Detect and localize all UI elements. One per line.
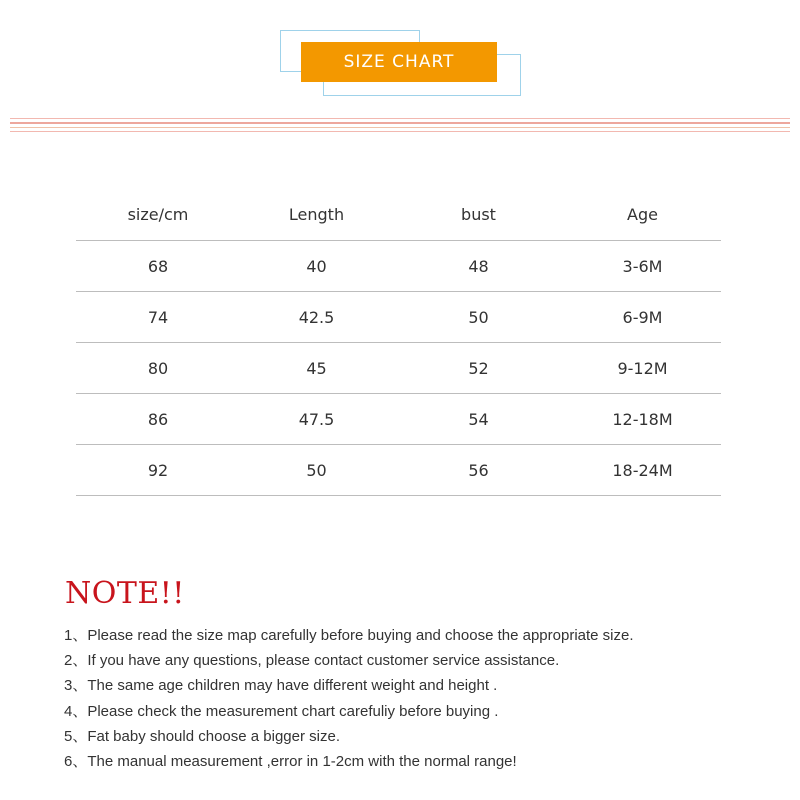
list-item: 6、The manual measurement ,error in 1-2cm with the normal range! [64,752,517,770]
decorative-stripes [10,118,790,134]
bust-cell: 48 [468,256,489,276]
stripe-line [10,118,790,119]
age-cell: 3-6M [622,256,663,276]
column-header-bust: bust [461,204,496,224]
size-chart-badge [0,0,800,110]
list-item: 5、Fat baby should choose a bigger size. [64,727,340,745]
size-cell: 68 [147,256,169,276]
size-cell: 86 [147,409,169,429]
age-cell: 12-18M [612,409,673,429]
list-item: 1、Please read the size map carefully before buying and choose the appropriate size. [64,627,634,644]
length-cell: 50 [306,460,327,480]
bust-cell: 50 [468,307,489,327]
table-row [76,394,721,445]
bust-cell: 54 [468,409,489,429]
bust-cell: 56 [468,460,489,480]
size-cell: 80 [147,358,169,378]
length-cell: 42.5 [298,307,335,327]
size-table [76,188,721,496]
column-header-age: Age [627,204,658,224]
size-cell: 92 [147,460,169,480]
list-item: 3、The same age children may have different weight and height . [64,677,498,695]
length-cell: 45 [306,358,327,378]
note-list [64,626,634,777]
age-cell: 18-24M [612,460,673,480]
stripe-line [10,127,790,128]
age-cell: 6-9M [622,307,663,327]
table-row [76,445,721,496]
page-title: SIZE CHART [301,42,497,82]
bust-cell: 52 [468,358,489,378]
age-cell: 9-12M [617,358,668,378]
column-header-size: size/cm [127,204,189,224]
table-row [76,241,721,292]
table-row [76,292,721,343]
length-cell: 47.5 [298,409,335,429]
note-heading: NOTE!! [65,576,185,611]
length-cell: 40 [306,256,327,276]
list-item: 2、If you have any questions, please contact customer service assistance. [64,652,560,670]
stripe-line [10,122,790,124]
table-header-row [76,188,721,241]
stripe-line [10,131,790,132]
list-item: 4、Please check the measurement chart carefuliy before buying . [64,702,499,720]
size-cell: 74 [147,307,169,327]
table-row [76,343,721,394]
column-header-length: Length [288,204,345,224]
